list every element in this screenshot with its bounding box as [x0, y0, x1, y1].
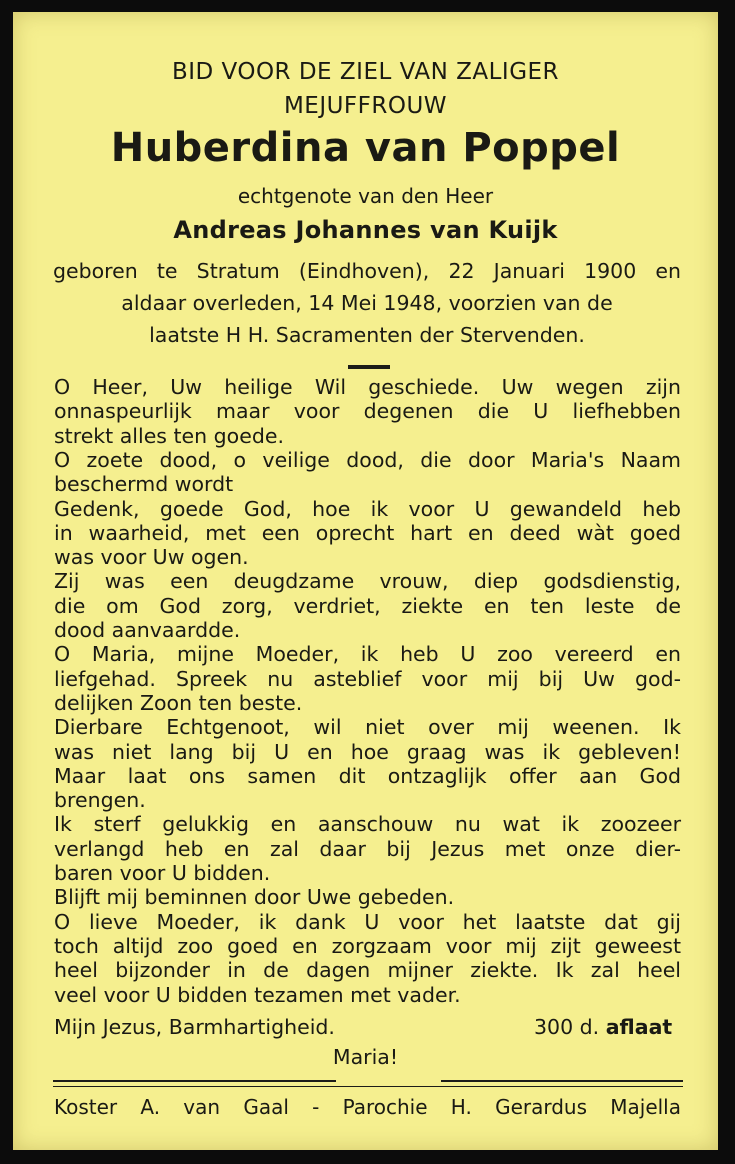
prayer-line: delijken Zoon ten beste.	[54, 690, 303, 715]
invocation: Mijn Jezus, Barmhartigheid.	[54, 1015, 335, 1039]
prayer-line: O lieve Moeder, ik dank U voor het laatste dat gij	[54, 909, 681, 934]
prayer-line: Zij was een deugdzame vrouw, diep godsdienstig,	[54, 569, 681, 594]
indulgence-word: aflaat	[605, 1015, 673, 1039]
prayer-line: O Heer, Uw heilige Wil geschiede. Uw wegen zijn	[54, 375, 681, 399]
footer-rule-left	[53, 1080, 336, 1082]
prayer-line: Maar laat ons samen dit ontzaglijk offer aan God	[54, 763, 681, 788]
prayer-line: dood aanvaardde.	[54, 618, 241, 642]
spouse-name: Andreas Johannes van Kuijk	[173, 216, 558, 244]
footer-rule-lower	[53, 1086, 683, 1087]
prayer-line: was niet lang bij U en hoe graag was ik gebleven!	[54, 739, 681, 764]
prayer-line: strekt alles ten goede.	[54, 423, 284, 448]
prayer-line: beschermd wordt	[54, 472, 234, 497]
prayer-line: liefgehad. Spreek nu asteblief voor mij bij Uw god-	[54, 666, 681, 691]
prayer-line: veel voor U bidden tezamen met vader.	[54, 982, 461, 1007]
bio-line: aldaar overleden, 14 Mei 1948, voorzien van de	[121, 291, 613, 315]
prayer-line: Ik sterf gelukkig en aanschouw nu wat ik zoozeer	[54, 812, 681, 837]
spouse-intro: echtgenote van den Heer	[237, 184, 494, 208]
indulgence	[534, 1015, 672, 1039]
prayer-line: toch altijd zoo goed en zorgzaam voor mij zijt geweest	[54, 933, 681, 958]
prayer-line: O zoete dood, o veilige dood, die door Maria's Naam	[54, 447, 681, 472]
prayer-line: heel bijzonder in de dagen mijner ziekte. Ik zal heel	[54, 958, 681, 983]
memorial-card	[13, 12, 718, 1150]
closing-maria: Maria!	[332, 1045, 399, 1069]
prayer-line: die om God zorg, verdriet, ziekte en ten leste de	[54, 593, 681, 618]
bio-line: geboren te Stratum (Eindhoven), 22 Januari 1900 en	[53, 259, 681, 283]
indulgence-days: 300 d.	[534, 1015, 600, 1039]
prayer-line: verlangd heb en zal daar bij Jezus met onze dier-	[54, 836, 681, 861]
prayer-line: Blijft mij beminnen door Uwe gebeden.	[54, 885, 455, 910]
bio-line: laatste H H. Sacramenten der Stervenden.	[149, 323, 585, 347]
footer-rule-right	[441, 1080, 683, 1082]
prayer-line: in waarheid, met een oprecht hart en deed wàt goed	[54, 520, 681, 545]
prayer-line: Gedenk, goede God, hoe ik voor U gewandeld heb	[54, 496, 681, 521]
header-line-2: MEJUFFROUW	[283, 93, 448, 119]
section-divider	[348, 365, 390, 369]
prayer-line: baren voor U bidden.	[54, 861, 271, 885]
prayer-line: was voor Uw ogen.	[54, 545, 249, 570]
prayer-line: Dierbare Echtgenoot, wil niet over mij weenen. Ik	[54, 715, 681, 740]
deceased-name: Huberdina van Poppel	[110, 125, 621, 171]
prayer-line: onnaspeurlijk maar voor degenen die U liefhebben	[54, 399, 681, 424]
footer-text: Koster A. van Gaal - Parochie H. Gerardus Majella	[54, 1095, 681, 1119]
prayer-line: brengen.	[54, 788, 146, 813]
prayer-line: O Maria, mijne Moeder, ik heb U zoo vereerd en	[54, 642, 681, 667]
header-line-1: BID VOOR DE ZIEL VAN ZALIGER	[171, 59, 560, 85]
